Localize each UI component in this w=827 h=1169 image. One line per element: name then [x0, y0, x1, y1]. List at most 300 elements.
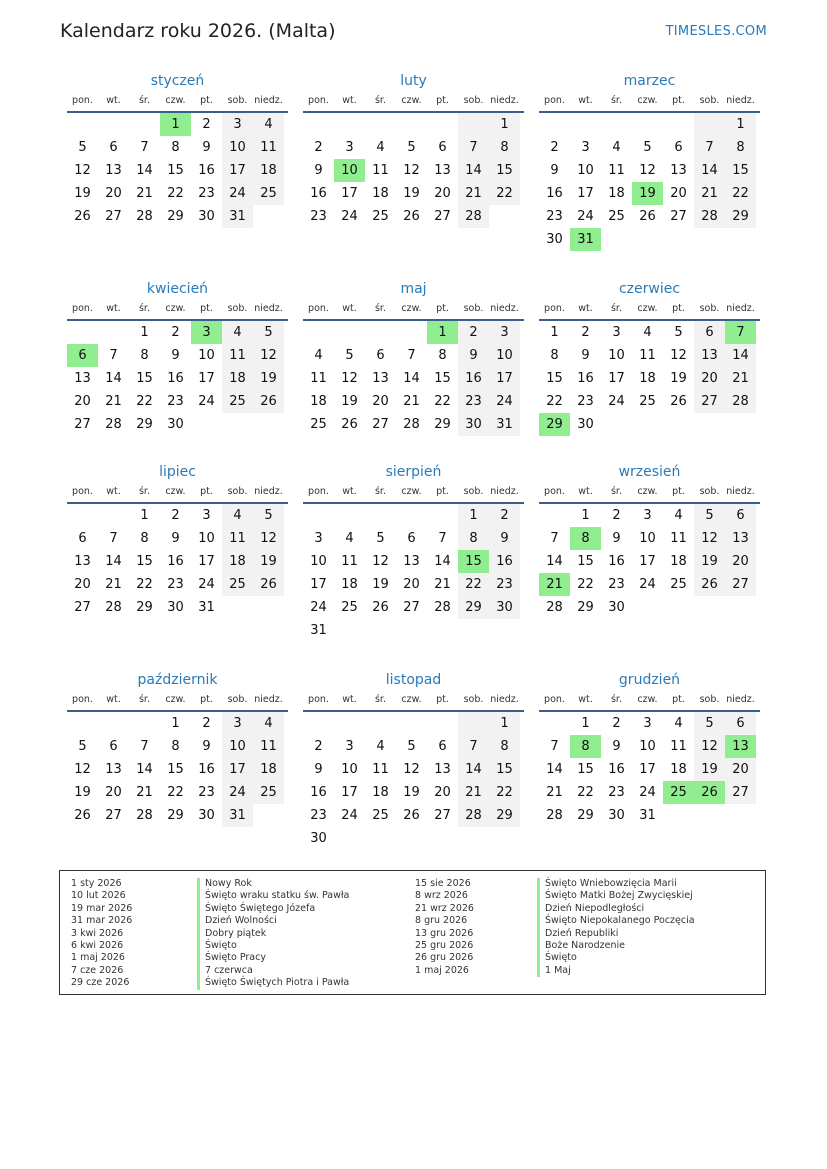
day-cell: 26 — [670, 394, 687, 409]
day-cell: 27 — [74, 600, 91, 615]
day-cell: 11 — [222, 527, 253, 550]
month-block — [539, 463, 760, 619]
day-cell: 29 — [136, 600, 153, 615]
empty-cell — [725, 804, 756, 827]
week-row — [67, 596, 288, 619]
week-row — [303, 344, 524, 367]
day-cell: 13 — [372, 371, 389, 386]
day-cell: 31 — [222, 804, 253, 827]
day-cell: 1 — [550, 325, 559, 340]
week-row — [303, 550, 524, 573]
day-cell: 29 — [577, 808, 594, 823]
empty-cell — [663, 804, 694, 827]
month-block — [67, 72, 288, 228]
holiday-name: 1 Maj — [537, 965, 695, 977]
day-cell: 17 — [310, 577, 327, 592]
day-cell: 22 — [577, 577, 594, 592]
weekday-label: wt. — [342, 486, 357, 497]
weekday-label: pon. — [72, 95, 93, 106]
day-cell: 1 — [581, 716, 590, 731]
day-cell: 15 — [489, 159, 520, 182]
month-name: styczeń — [150, 73, 205, 89]
day-cell: 21 — [105, 577, 122, 592]
week-row — [303, 712, 524, 735]
day-cell: 26 — [253, 390, 284, 413]
day-cell: 25 — [222, 390, 253, 413]
week-row — [67, 504, 288, 527]
day-cell: 10 — [310, 554, 327, 569]
day-cell: 9 — [458, 344, 489, 367]
day-cell: 21 — [105, 394, 122, 409]
day-cell: 19 — [253, 550, 284, 573]
empty-cell — [396, 113, 427, 136]
day-cell: 25 — [341, 600, 358, 615]
empty-cell — [98, 712, 129, 735]
week-row — [539, 390, 760, 413]
weekday-header — [303, 485, 524, 499]
holiday-name: Święto — [537, 952, 695, 964]
day-cell: 27 — [372, 417, 389, 432]
holiday-names-right — [537, 878, 695, 977]
day-cell: 30 — [577, 417, 594, 432]
empty-cell — [365, 712, 396, 735]
weekday-label: pon. — [308, 303, 329, 314]
day-cell: 9 — [550, 163, 559, 178]
day-cell: 23 — [608, 785, 625, 800]
weekday-label: śr. — [374, 486, 386, 497]
day-cell: 20 — [105, 186, 122, 201]
empty-cell — [67, 504, 98, 527]
day-cell: 18 — [670, 554, 687, 569]
weekday-label: niedz. — [726, 95, 755, 106]
weekday-label: wt. — [578, 303, 593, 314]
day-cell: 26 — [372, 600, 389, 615]
week-row — [539, 504, 760, 527]
day-cell: 29 — [136, 417, 153, 432]
day-cell: 25 — [310, 417, 327, 432]
day-cell: 13 — [74, 371, 91, 386]
day-cell: 9 — [612, 531, 621, 546]
day-cell: 13 — [74, 554, 91, 569]
week-row — [67, 413, 288, 436]
day-cell: 11 — [341, 554, 358, 569]
day-cell: 11 — [670, 739, 687, 754]
day-cell: 28 — [105, 417, 122, 432]
day-cell: 20 — [403, 577, 420, 592]
day-cell: 4 — [222, 504, 253, 527]
week-row — [539, 205, 760, 228]
empty-cell — [334, 712, 365, 735]
empty-cell — [694, 228, 725, 251]
weekday-label: pon. — [544, 694, 565, 705]
day-cell: 22 — [167, 186, 184, 201]
weekday-label: czw. — [165, 303, 186, 314]
empty-cell — [694, 804, 725, 827]
weekday-label: pt. — [200, 694, 213, 705]
empty-cell — [725, 596, 756, 619]
weekday-label: pt. — [672, 95, 685, 106]
day-cell: 7 — [458, 735, 489, 758]
day-cell: 16 — [310, 186, 327, 201]
empty-cell — [334, 827, 365, 850]
day-cell: 20 — [372, 394, 389, 409]
weekday-label: wt. — [578, 486, 593, 497]
week-row — [303, 321, 524, 344]
weekday-label: niedz. — [726, 694, 755, 705]
day-cell: 9 — [171, 348, 180, 363]
day-cell: 27 — [725, 781, 756, 804]
day-cell: 17 — [341, 785, 358, 800]
day-cell: 1 — [140, 508, 149, 523]
day-cell: 6 — [674, 140, 683, 155]
empty-cell — [458, 619, 489, 642]
week-row — [303, 804, 524, 827]
weekday-label: niedz. — [254, 486, 283, 497]
day-cell: 18 — [372, 186, 389, 201]
day-cell: 30 — [198, 209, 215, 224]
day-cell: 19 — [694, 550, 725, 573]
day-cell: 8 — [458, 527, 489, 550]
month-name: październik — [137, 672, 218, 688]
holiday-name: Nowy Rok — [197, 878, 349, 890]
day-cell: 1 — [489, 712, 520, 735]
day-cell: 16 — [198, 163, 215, 178]
empty-cell — [334, 619, 365, 642]
day-cell: 21 — [458, 781, 489, 804]
holiday-name: Święto Wniebowzięcia Marii — [537, 878, 695, 890]
empty-cell — [663, 228, 694, 251]
holiday-day-cell: 8 — [570, 735, 601, 758]
day-cell: 7 — [407, 348, 416, 363]
day-cell: 10 — [222, 735, 253, 758]
day-cell: 18 — [253, 159, 284, 182]
day-cell: 10 — [341, 762, 358, 777]
day-cell: 8 — [140, 348, 149, 363]
empty-cell — [98, 504, 129, 527]
day-cell: 30 — [608, 600, 625, 615]
day-cell: 3 — [345, 140, 354, 155]
weekday-header — [67, 693, 288, 707]
weekday-label: wt. — [106, 694, 121, 705]
day-cell: 18 — [608, 186, 625, 201]
day-cell: 2 — [458, 321, 489, 344]
day-cell: 16 — [310, 785, 327, 800]
empty-cell — [253, 413, 284, 436]
day-cell: 9 — [612, 739, 621, 754]
day-cell: 12 — [694, 527, 725, 550]
day-cell: 11 — [372, 163, 389, 178]
week-row — [67, 527, 288, 550]
day-cell: 20 — [105, 785, 122, 800]
empty-cell — [129, 712, 160, 735]
empty-cell — [601, 228, 632, 251]
empty-cell — [458, 113, 489, 136]
day-cell: 19 — [694, 758, 725, 781]
empty-cell — [694, 596, 725, 619]
day-cell: 23 — [198, 785, 215, 800]
weekday-label: pt. — [200, 486, 213, 497]
day-cell: 23 — [458, 390, 489, 413]
empty-cell — [365, 827, 396, 850]
day-cell: 29 — [577, 600, 594, 615]
holiday-name: Święto wraku statku św. Pawła — [197, 890, 349, 902]
month-block — [303, 463, 524, 642]
empty-cell — [222, 596, 253, 619]
day-cell: 11 — [372, 762, 389, 777]
day-cell: 26 — [341, 417, 358, 432]
day-cell: 18 — [310, 394, 327, 409]
day-cell: 29 — [725, 205, 756, 228]
day-cell: 23 — [310, 808, 327, 823]
day-cell: 3 — [202, 508, 211, 523]
day-cell: 6 — [78, 531, 87, 546]
day-cell: 13 — [105, 762, 122, 777]
holiday-date: 25 gru 2026 — [415, 939, 474, 951]
month-block — [303, 280, 524, 436]
holiday-day-cell: 10 — [334, 159, 365, 182]
empty-cell — [663, 413, 694, 436]
weekday-header — [539, 94, 760, 108]
day-cell: 27 — [670, 209, 687, 224]
day-cell: 5 — [407, 140, 416, 155]
day-cell: 15 — [136, 554, 153, 569]
day-cell: 28 — [725, 390, 756, 413]
week-row — [303, 596, 524, 619]
weekday-label: czw. — [401, 303, 422, 314]
weekday-label: pon. — [544, 486, 565, 497]
day-cell: 16 — [608, 762, 625, 777]
day-cell: 27 — [694, 390, 725, 413]
weekday-label: czw. — [637, 95, 658, 106]
empty-cell — [489, 827, 520, 850]
day-cell: 21 — [546, 785, 563, 800]
holiday-day-cell: 26 — [694, 781, 725, 804]
weekday-label: czw. — [401, 486, 422, 497]
weekday-label: pon. — [308, 694, 329, 705]
day-cell: 19 — [341, 394, 358, 409]
holiday-day-cell: 15 — [458, 550, 489, 573]
day-cell: 16 — [546, 186, 563, 201]
weekday-label: wt. — [106, 95, 121, 106]
day-cell: 3 — [643, 508, 652, 523]
day-cell: 17 — [341, 186, 358, 201]
day-cell: 1 — [581, 508, 590, 523]
day-cell: 7 — [438, 531, 447, 546]
day-cell: 23 — [167, 394, 184, 409]
day-cell: 8 — [171, 140, 180, 155]
week-row — [303, 573, 524, 596]
week-row — [67, 804, 288, 827]
weekday-label: pt. — [436, 486, 449, 497]
day-cell: 22 — [489, 781, 520, 804]
weekday-label: pon. — [544, 95, 565, 106]
day-cell: 2 — [314, 739, 323, 754]
weekday-label: sob. — [227, 486, 248, 497]
day-cell: 14 — [458, 758, 489, 781]
week-row — [539, 413, 760, 436]
week-row — [67, 321, 288, 344]
empty-cell — [632, 113, 663, 136]
day-cell: 1 — [140, 325, 149, 340]
week-row — [539, 596, 760, 619]
day-cell: 31 — [489, 413, 520, 436]
day-cell: 24 — [577, 209, 594, 224]
day-cell: 21 — [136, 186, 153, 201]
weekday-label: sob. — [699, 694, 720, 705]
day-cell: 21 — [458, 182, 489, 205]
weekday-label: czw. — [637, 303, 658, 314]
month-name: grudzień — [618, 672, 681, 688]
day-cell: 5 — [407, 739, 416, 754]
day-cell: 21 — [136, 785, 153, 800]
day-cell: 25 — [670, 577, 687, 592]
day-cell: 3 — [222, 113, 253, 136]
empty-cell — [663, 113, 694, 136]
week-row — [539, 228, 760, 251]
weekday-header — [67, 94, 288, 108]
empty-cell — [458, 827, 489, 850]
day-cell: 2 — [550, 140, 559, 155]
weekday-label: pt. — [672, 694, 685, 705]
weekday-label: niedz. — [490, 486, 519, 497]
day-cell: 22 — [458, 573, 489, 596]
empty-cell — [570, 113, 601, 136]
day-cell: 3 — [222, 712, 253, 735]
day-cell: 12 — [639, 163, 656, 178]
weekday-label: czw. — [165, 95, 186, 106]
day-cell: 28 — [136, 209, 153, 224]
month-block — [539, 280, 760, 436]
day-cell: 8 — [550, 348, 559, 363]
week-row — [539, 735, 760, 758]
week-row — [539, 804, 760, 827]
day-cell: 31 — [639, 808, 656, 823]
day-cell: 9 — [202, 140, 211, 155]
holiday-date: 10 lut 2026 — [71, 890, 126, 902]
day-cell: 15 — [489, 758, 520, 781]
week-row — [539, 113, 760, 136]
day-cell: 28 — [105, 600, 122, 615]
holiday-day-cell: 19 — [632, 182, 663, 205]
day-cell: 30 — [458, 413, 489, 436]
empty-cell — [365, 113, 396, 136]
month-name: sierpień — [385, 464, 442, 480]
day-cell: 25 — [222, 573, 253, 596]
brand-link[interactable]: TIMESLES.COM — [665, 24, 767, 39]
holiday-dates-right — [415, 878, 474, 977]
day-cell: 26 — [253, 573, 284, 596]
holiday-date: 21 wrz 2026 — [415, 902, 474, 914]
weekday-label: pt. — [436, 303, 449, 314]
day-cell: 13 — [725, 527, 756, 550]
day-cell: 2 — [612, 508, 621, 523]
day-cell: 4 — [674, 508, 683, 523]
holiday-name: Dobry piątek — [197, 928, 349, 940]
day-cell: 29 — [434, 417, 451, 432]
day-cell: 23 — [198, 186, 215, 201]
month-block — [303, 72, 524, 228]
day-cell: 23 — [310, 209, 327, 224]
day-cell: 15 — [167, 762, 184, 777]
empty-cell — [632, 228, 663, 251]
month-block — [539, 72, 760, 251]
month-name: kwiecień — [146, 281, 209, 297]
day-cell: 29 — [167, 209, 184, 224]
holiday-name: Święto Świętych Piotra i Pawła — [197, 977, 349, 989]
day-cell: 13 — [694, 344, 725, 367]
week-row — [67, 781, 288, 804]
day-cell: 1 — [458, 504, 489, 527]
day-cell: 5 — [643, 140, 652, 155]
day-cell: 17 — [577, 186, 594, 201]
month-block — [67, 280, 288, 436]
day-cell: 8 — [489, 735, 520, 758]
holiday-date: 1 maj 2026 — [415, 964, 469, 976]
day-cell: 5 — [674, 325, 683, 340]
day-cell: 10 — [577, 163, 594, 178]
day-cell: 13 — [670, 163, 687, 178]
week-row — [303, 735, 524, 758]
day-cell: 20 — [694, 367, 725, 390]
day-cell: 19 — [74, 785, 91, 800]
weekday-label: sob. — [463, 303, 484, 314]
weekday-label: pt. — [672, 486, 685, 497]
day-cell: 20 — [670, 186, 687, 201]
day-cell: 11 — [310, 371, 327, 386]
day-cell: 2 — [202, 716, 211, 731]
day-cell: 22 — [136, 577, 153, 592]
day-cell: 24 — [222, 781, 253, 804]
day-cell: 4 — [253, 113, 284, 136]
day-cell: 4 — [314, 348, 323, 363]
day-cell: 3 — [314, 531, 323, 546]
day-cell: 13 — [403, 554, 420, 569]
day-cell: 16 — [577, 371, 594, 386]
month-block — [67, 463, 288, 619]
weekday-label: pt. — [200, 95, 213, 106]
week-row — [67, 113, 288, 136]
empty-cell — [253, 596, 284, 619]
weekday-label: sob. — [227, 303, 248, 314]
day-cell: 27 — [434, 808, 451, 823]
week-row — [303, 619, 524, 642]
week-row — [303, 205, 524, 228]
week-row — [67, 390, 288, 413]
day-cell: 4 — [376, 140, 385, 155]
weekday-label: pt. — [200, 303, 213, 314]
day-cell: 12 — [694, 735, 725, 758]
empty-cell — [427, 113, 458, 136]
week-row — [539, 781, 760, 804]
day-cell: 20 — [725, 550, 756, 573]
day-cell: 21 — [403, 394, 420, 409]
week-row — [539, 527, 760, 550]
day-cell: 10 — [639, 531, 656, 546]
holiday-date: 29 cze 2026 — [71, 977, 130, 989]
day-cell: 31 — [222, 205, 253, 228]
day-cell: 9 — [314, 163, 323, 178]
holiday-day-cell: 1 — [160, 113, 191, 136]
week-row — [67, 367, 288, 390]
day-cell: 26 — [74, 808, 91, 823]
day-cell: 27 — [725, 573, 756, 596]
holiday-day-cell: 1 — [427, 321, 458, 344]
weekday-header — [303, 302, 524, 316]
empty-cell — [489, 619, 520, 642]
week-row — [303, 504, 524, 527]
week-row — [303, 827, 524, 850]
empty-cell — [539, 712, 570, 735]
